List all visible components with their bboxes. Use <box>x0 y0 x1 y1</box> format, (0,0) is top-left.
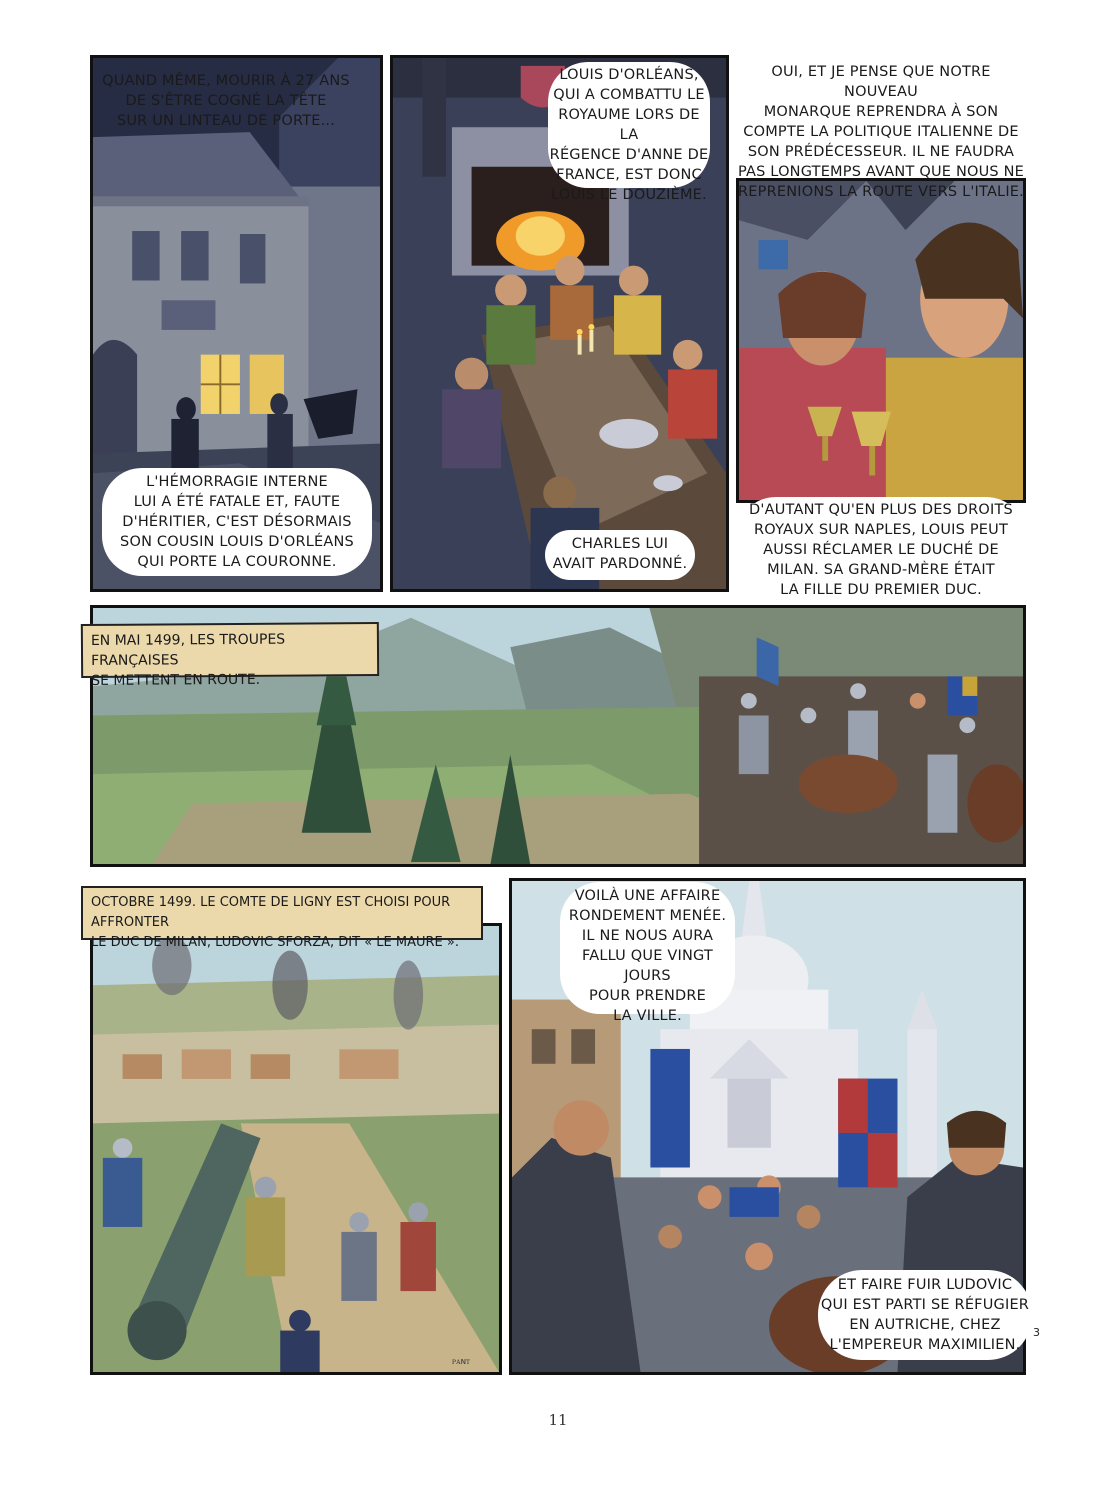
speech-bubble-politique-italienne: OUI, ET JE PENSE QUE NOTRE NOUVEAU MONARQUE REPRENDRA À SON COMPTE LA POLITIQUE ITALIENNE DE SON PRÉDÉCESSEUR. IL NE FAUDRA PAS LONGTEMPS AVANT QUE NOUS NE REPRENIONS LA ROUTE VERS L'ITALIE. <box>737 64 1025 200</box>
panel-siege-city <box>90 923 502 1375</box>
page-number: 11 <box>548 1411 568 1429</box>
artist-signature: ᴘᴀɴᴛ <box>452 1357 470 1367</box>
caption-troupes-en-route: EN MAI 1499, LES TROUPES FRANÇAISES SE METTENT EN ROUTE. <box>81 622 379 678</box>
caption-comte-de-ligny: OCTOBRE 1499. LE COMTE DE LIGNY EST CHOISI POUR AFFRONTER LE DUC DE MILAN, LUDOVIC SFORZA, DIT « LE MAURE ». <box>81 886 483 940</box>
speech-bubble-affaire-rondement-menee: VOILÀ UNE AFFAIRE RONDEMENT MENÉE. IL NE NOUS AURA FALLU QUE VINGT JOURS POUR PRENDRE VILLE. <box>560 882 735 1014</box>
speech-bubble-mourir: QUAND MÊME, MOURIR À 27 ANS DE S'ÊTRE COGNÉ LA TÊTE SUR UN LINTEAU DE PORTE... <box>102 73 350 129</box>
two-men-illustration <box>739 181 1023 500</box>
corner-mark: 3 <box>1033 1326 1040 1339</box>
panel-two-men-closeup <box>736 178 1026 503</box>
siege-illustration <box>93 926 499 1372</box>
speech-bubble-duche-milan: D'AUTANT QU'EN PLUS DES DROITS ROYAUX SUR NAPLES, LOUIS PEUT AUSSI RÉCLAMER LE DUCHÉ DE MILAN. SA GRAND-MÈRE ÉTAIT LA FILLE DU PREMIER DUC. <box>736 497 1026 597</box>
speech-bubble-fuir-ludovic: ET FAIRE FUIR LUDOVIC QUI EST PARTI SE RÉFUGIER EN AUTRICHE, CHEZ L'EMPEREUR MAXIMILIEN. <box>818 1270 1032 1360</box>
speech-bubble-charles-pardonne: CHARLES LUI AVAIT PARDONNÉ. <box>545 530 695 580</box>
speech-bubble-louis-orleans: LOUIS D'ORLÉANS, QUI A COMBATTU LE ROYAUME LORS DE LA RÉGENCE D'ANNE DE FRANCE, EST DONC LOUIS LE DOUZIÈME. <box>548 62 710 188</box>
speech-bubble-hemorragie: L'HÉMORRAGIE INTERNE LUI A ÉTÉ FATALE ET, FAUTE D'HÉRITIER, C'EST DÉSORMAIS SON COUSIN LOUIS D'ORLÉANS QUI PORTE LA COURONNE. <box>102 468 372 576</box>
